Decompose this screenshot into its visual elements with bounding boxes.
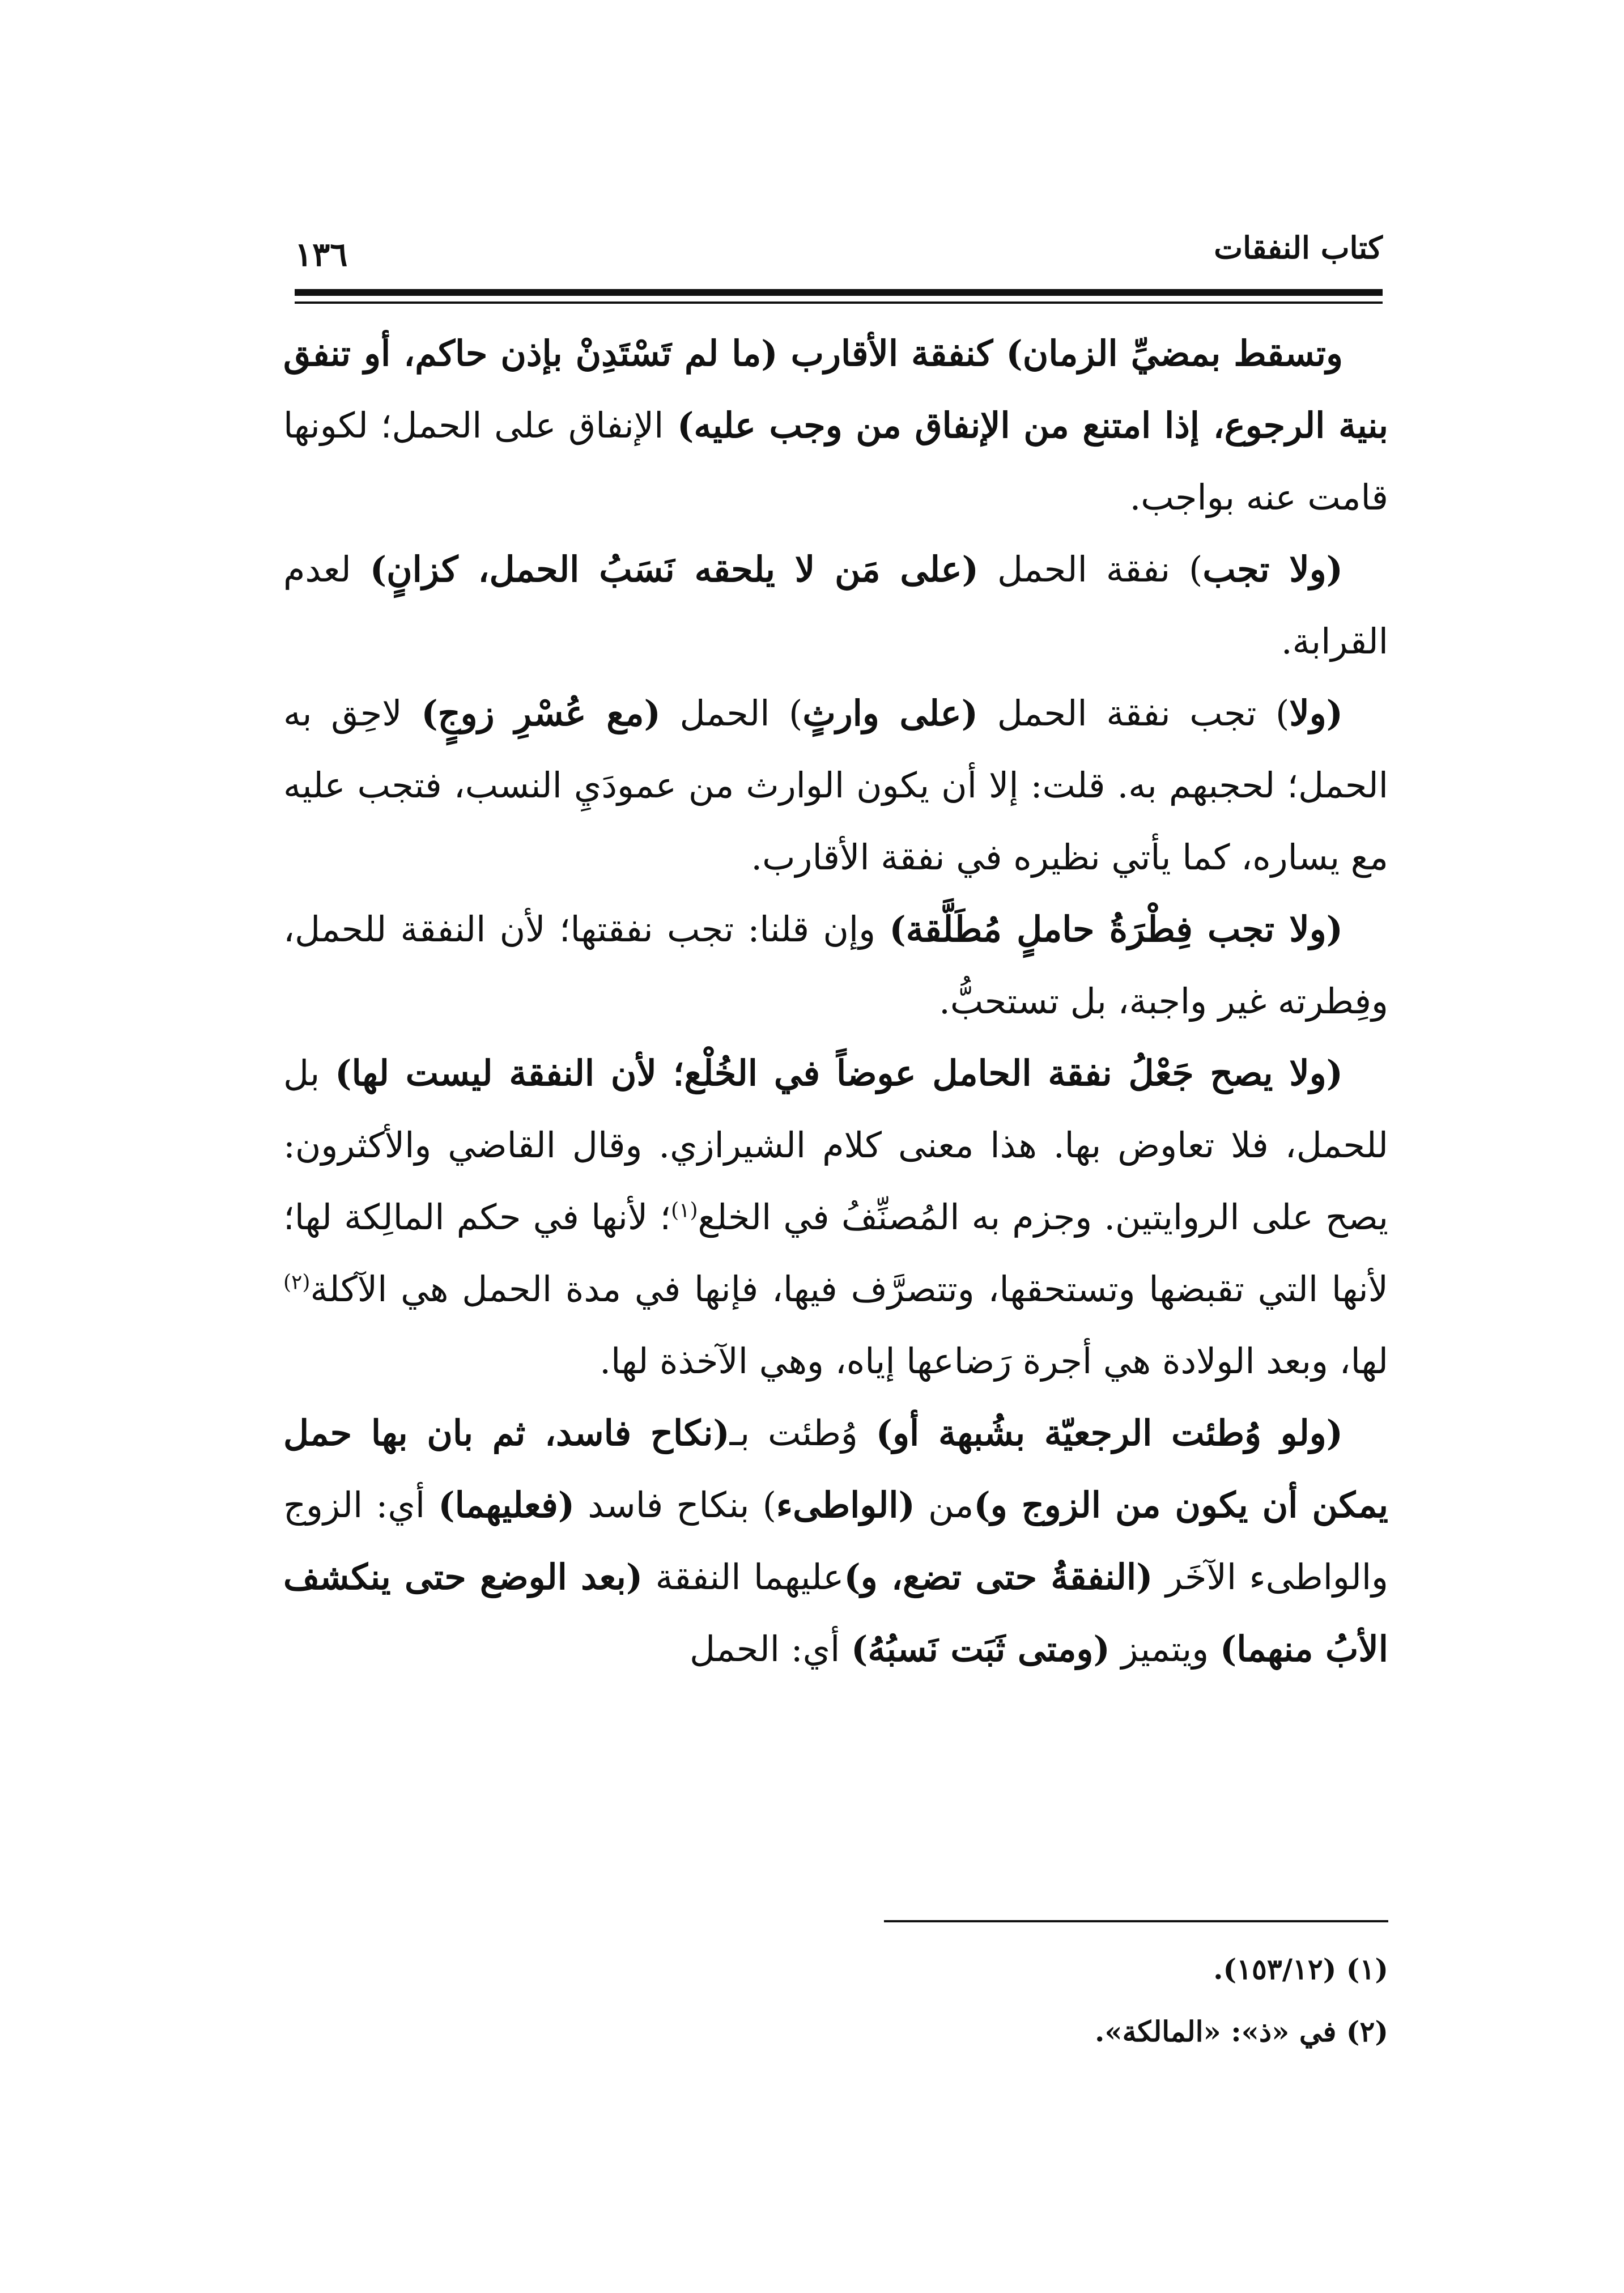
- text-segment: ويتميز: [1109, 1628, 1220, 1670]
- text-segment: وإن قلنا: تجب نفقتها؛ لأن النفقة للحمل، وفِطرته غير واجبة، بل تستحبُّ.: [283, 908, 1388, 1022]
- footnote-ref: (٢): [283, 1271, 311, 1294]
- text-segment: (ولو وُطئت الرجعيّة بشُبهة أو): [875, 1412, 1343, 1454]
- header-rule-thick: [295, 289, 1383, 296]
- body-text: [283, 317, 1388, 1859]
- text-segment: أي: الحمل: [690, 1628, 852, 1670]
- running-title: كتاب النفقات: [1214, 230, 1383, 266]
- paragraph: [283, 533, 1388, 677]
- paragraph: [283, 1397, 1388, 1685]
- text-segment: ) نفقة الحمل: [978, 549, 1203, 590]
- text-segment: (ولا تجب: [1202, 549, 1343, 590]
- text-segment: أي: الزوج والواطىء الآخَر: [283, 1484, 1389, 1598]
- text-segment: (على وارثٍ: [802, 693, 978, 734]
- text-segment: (ومتى ثَبَت نَسبُهُ): [851, 1628, 1110, 1670]
- text-segment: ) تجب نفقة الحمل: [977, 693, 1290, 734]
- text-segment: (الواطىء: [776, 1484, 915, 1526]
- text-segment: (النفقةُ حتى تضع، و): [844, 1556, 1153, 1598]
- text-segment: (فعليهما): [438, 1484, 575, 1526]
- text-segment: (نكاح فاسد، ثم بان بها حمل يمكن أن يكون من الزوج و): [283, 1412, 1388, 1526]
- text-segment: عليهما النفقة: [643, 1556, 844, 1598]
- footnote-item: (٢) في «ذ»: «المالكة».: [1094, 2015, 1388, 2048]
- footnote-ref: (١): [671, 1199, 698, 1222]
- text-segment: بل للحمل، فلا تعاوض بها. هذا معنى كلام الشيرازي. وقال القاضي والأكثرون: يصح على الروايتين. وجزم به المُصنِّفُ في الخلع: [283, 1052, 1388, 1238]
- text-segment: لاحِق به الحمل؛ لحجبهم به. قلت: إلا أن يكون الوارث من عمودَيِ النسب، فتجب عليه مع يساره، كما يأتي نظيره في نفقة الأقارب.: [283, 693, 1388, 878]
- paragraph: [283, 893, 1388, 1037]
- paragraph: [283, 677, 1388, 893]
- page-header: [295, 224, 1383, 298]
- page-number: ١٣٦: [295, 235, 348, 274]
- footnote-item: (١) (١٥٣/١٢).: [1213, 1952, 1388, 1986]
- text-segment: (بعد الوضع حتى ينكشف الأبُ منهما): [283, 1556, 1388, 1670]
- text-segment: (مع عُسْرِ زوجٍ): [421, 693, 661, 734]
- text-segment: وتسقط بمضيِّ الزمان) كنفقة الأقارب (ما لم تَسْتَدِنْ بإذن حاكم، أو تنفق بنية الرجوع، إذا امتنع من الإنفاق من وجب عليه): [283, 333, 1388, 446]
- text-segment: ) الحمل: [660, 693, 803, 734]
- footnote-rule: [884, 1920, 1388, 1922]
- header-rule-thin: [295, 302, 1383, 304]
- text-segment: (ولا تجب فِطْرَةُ حاملٍ مُطَلَّقة): [889, 908, 1343, 950]
- text-segment: لعدم القرابة.: [283, 549, 1388, 662]
- footnotes: [567, 1938, 1388, 2063]
- text-segment: ؛ لأنها في حكم المالِكة لها؛ لأنها التي تقبضها وتستحقها، وتتصرَّف فيها، فإنها في مدة الحمل هي الآكلة: [283, 1196, 1388, 1310]
- text-segment: (على مَن لا يلحقه نَسَبُ الحمل، كزانٍ): [369, 549, 979, 590]
- text-segment: (ولا: [1289, 693, 1343, 734]
- paragraph: [283, 1037, 1388, 1397]
- paragraph: [283, 317, 1388, 533]
- text-segment: من: [915, 1484, 974, 1526]
- text-segment: ) بنكاح فاسد: [575, 1484, 776, 1526]
- text-segment: (ولا يصح جَعْلُ نفقة الحامل عوضاً في الخُلْع؛ لأن النفقة ليست لها): [335, 1052, 1343, 1094]
- text-segment: وُطئت بـ: [729, 1412, 876, 1454]
- text-segment: الإنفاق على الحمل؛ لكونها قامت عنه بواجب.: [283, 405, 1388, 518]
- text-segment: لها، وبعد الولادة هي أجرة رَضاعها إياه، وهي الآخذة لها.: [600, 1340, 1388, 1382]
